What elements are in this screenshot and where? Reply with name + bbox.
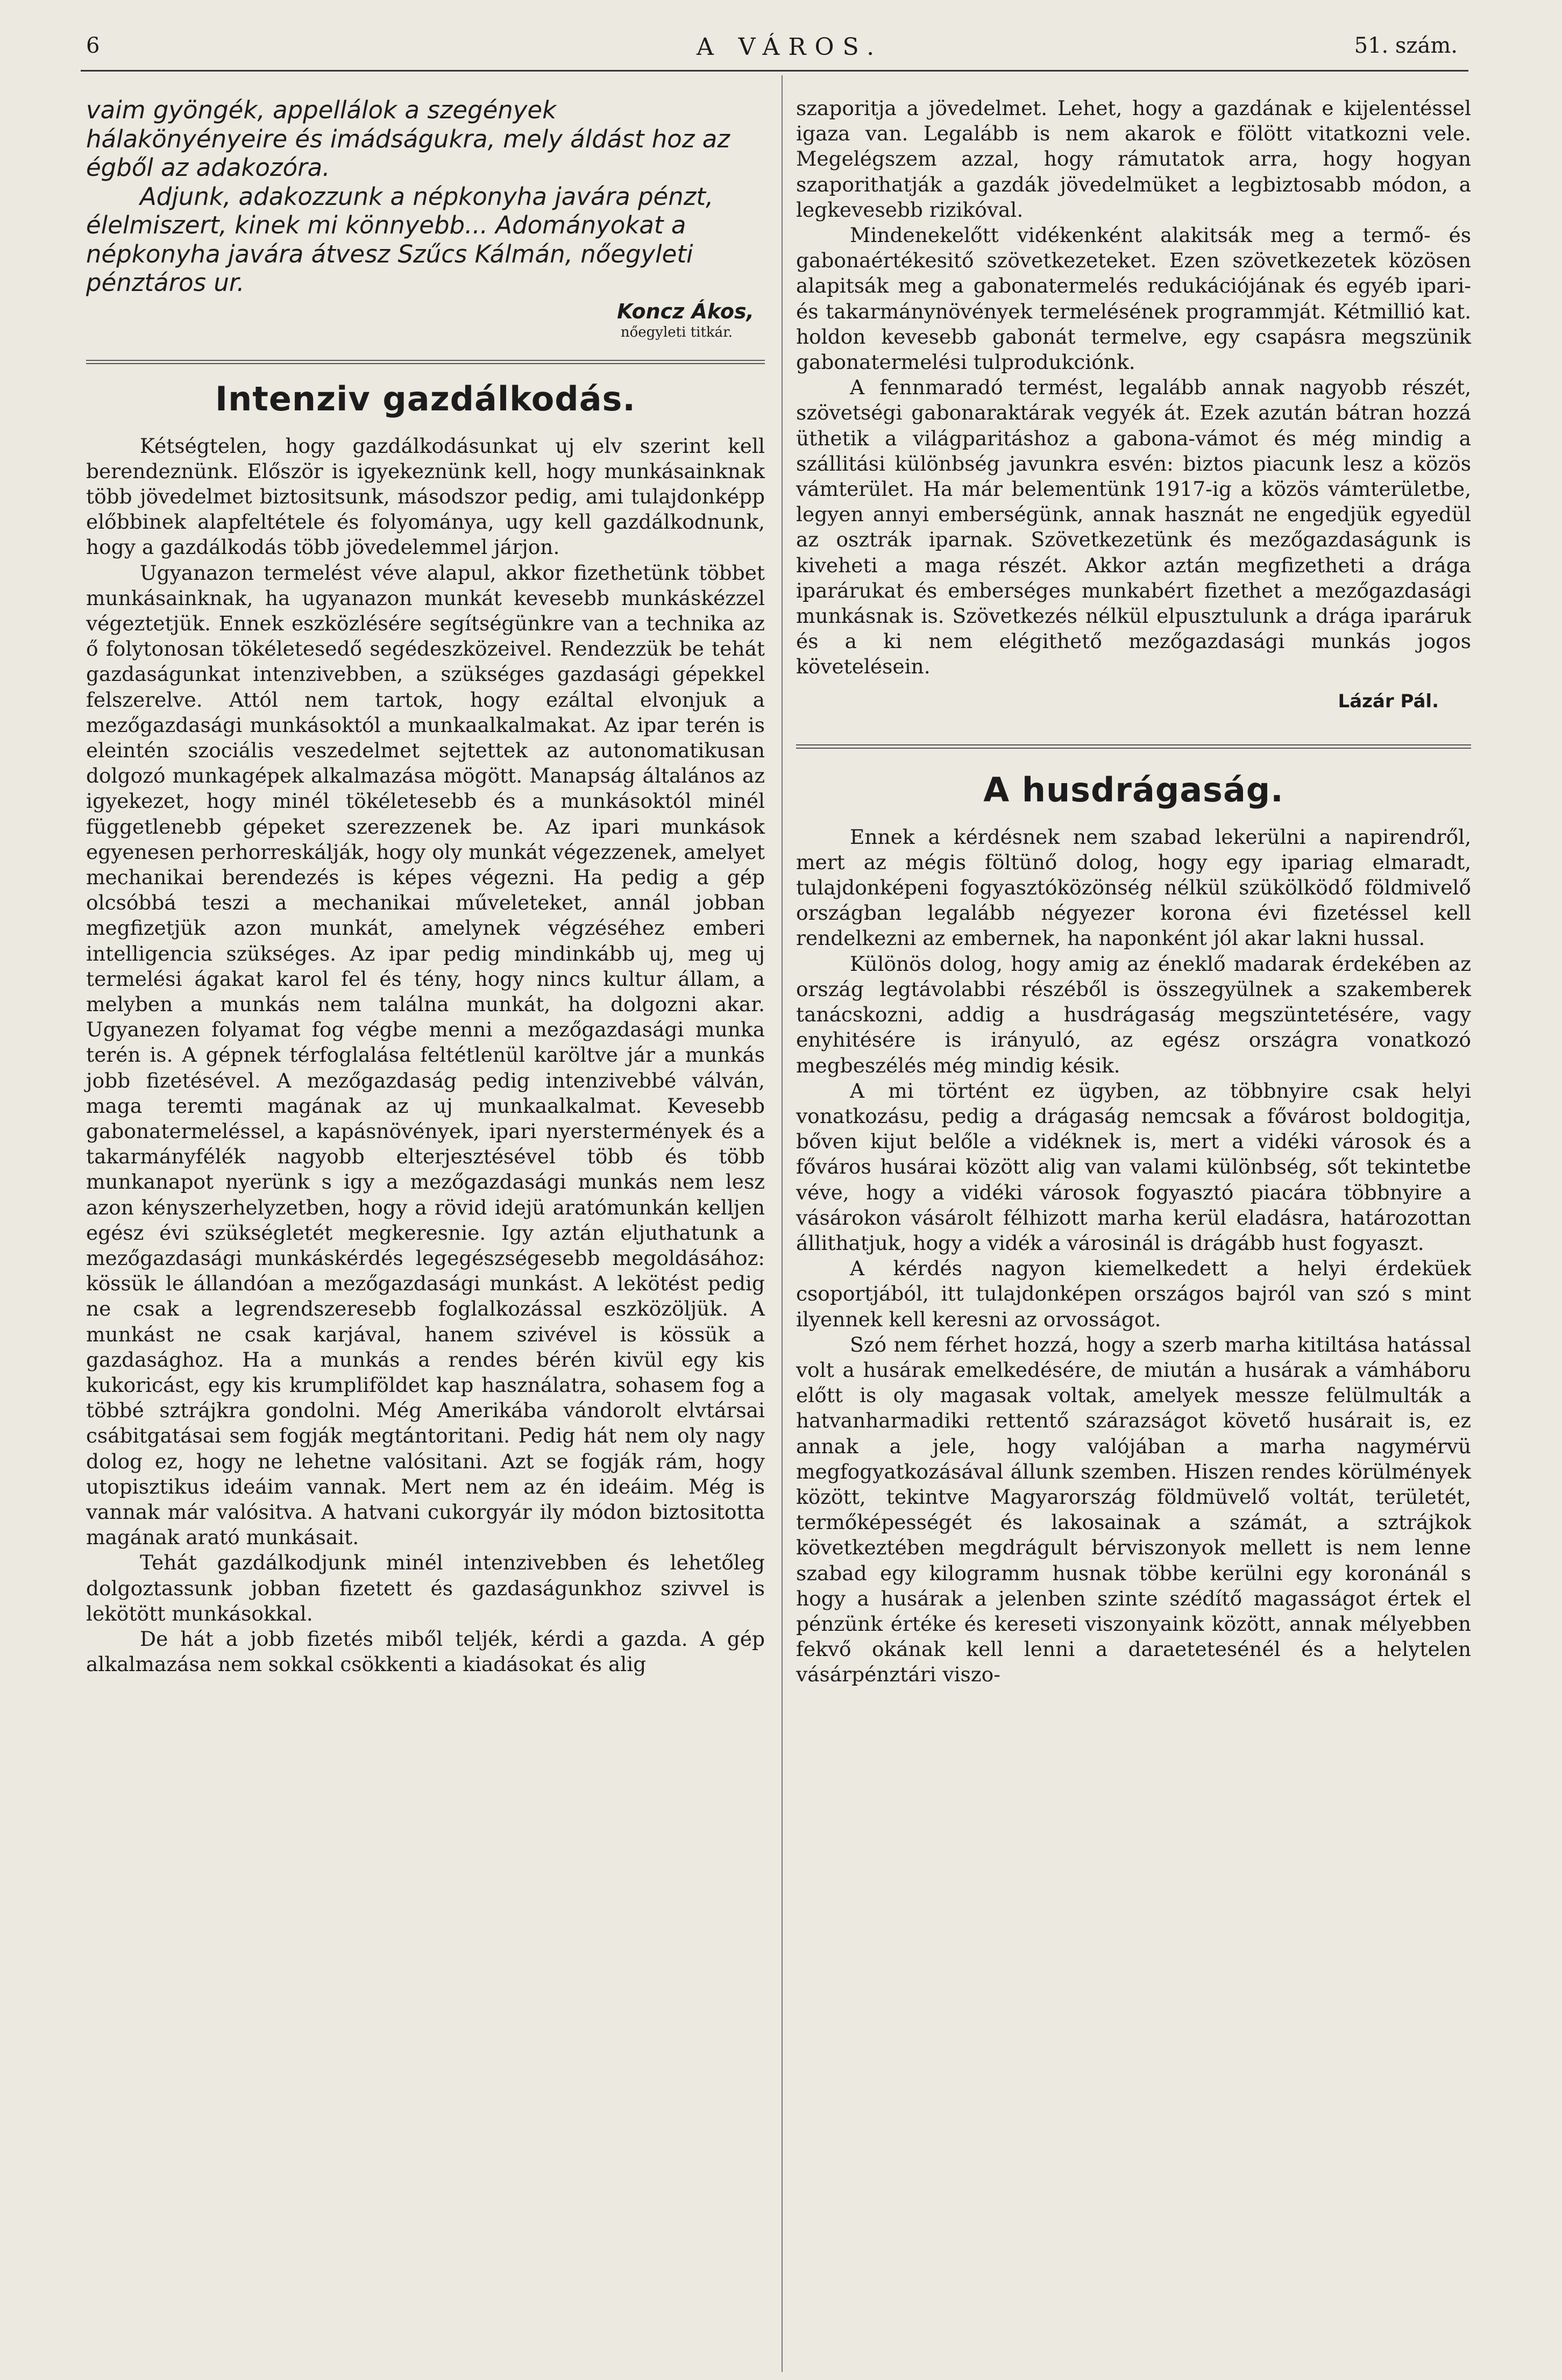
section-separator [796, 744, 1471, 749]
column-divider [782, 75, 783, 2372]
continued-signature: Lázár Pál. [1338, 690, 1439, 712]
right-column [796, 96, 1471, 1688]
continued-paragraph: Mindenekelőtt vidékenként alakitsák meg a termő- és gabonaértékesitő szövetkezeteket. Ezen szövetkezetek közösen alapitsák meg a gabonatermelés redukációjának és egyéb ipari- és takarmánynövények termelésének programmját. Kétmillió kat. holdon kevesebb gabonát termelve, egy csapásra megszünik gabonatermelési tulprodukciónk. [796, 223, 1471, 374]
continued-paragraph: szaporitja a jövedelmet. Lehet, hogy a gazdának e kijelentéssel igaza van. Legalább is nem akarok e fölött vitatkozni vele. Megelégszem azzal, hogy rámutatok arra, hogy hogyan szaporithatják a gazdák jövedelmüket a legbiztosabb módon, a legkevesebb rizikóval. [796, 96, 1471, 222]
appeal-paragraph: vaim gyöngék, appellálok a szegények hálakönyényeire és imádságukra, mely áldást hoz az égből az adakozóra. [86, 96, 730, 182]
article2-paragraph: Ennek a kérdésnek nem szabad lekerülni a napirendről, mert az mégis föltünő dolog, hogy egy ipariag elmaradt, tulajdonképeni fogyasztóközönség nélkül szükölködő földmivelő országban legalább négyezer korona évi fizetéssel kell rendelkezni az embernek, ha naponként jól akar lakni hussal. [796, 825, 1471, 950]
continued-paragraph: A fennmaradó termést, legalább annak nagyobb részét, szövetségi gabonaraktárak vegyék át. Ezek azután bátran hozzá üthetik a világparitáshoz a gabona-vámot és még mindig a szállitási különbség javunkra esvén: biztos piacunk lesz a közös vámterület. Ha már belementünk 1917-ig a közös vámterületbe, legyen annyi emberségünk, annak hasznát ne engedjük egyedül az osztrák iparnak. Szövetkezetünk és mezőgazdaságunk is kiveheti a maga részét. Akkor aztán megfizetheti a drága iparárukat és emberséges munkabért fizethet a mezőgazdasági munkásnak is. Szövetkezés nélkül elpusztulunk a drága iparáruk és a ki nem elégithető mezőgazdasági munkás jogos követelésein. [796, 375, 1471, 679]
appeal-signature: Koncz Ákos, [617, 299, 754, 323]
article2-title: A husdrágaság. [983, 770, 1284, 809]
newspaper-title: A VÁROS. [697, 33, 883, 61]
article2-paragraph: A kérdés nagyon kiemelkedett a helyi érdeküek csoportjából, itt tulajdonképen országos bajról van szó s mint ilyennek kell keresni az orvosságot. [796, 1256, 1471, 1331]
article-paragraph: Tehát gazdálkodjunk minél intenzivebben és lehetőleg dolgoztassunk jobban fizetett és gazdaságunkhoz szivvel is lekötött munkásokkal. [86, 1551, 765, 1625]
page-header [86, 33, 1463, 71]
article-paragraph: De hát a jobb fizetés miből teljék, kérdi a gazda. A gép alkalmazása nem sokkal csökkenti a kiadásokat és alig [86, 1627, 765, 1676]
article-paragraph: Kétségtelen, hogy gazdálkodásunkat uj elv szerint kell berendeznünk. Először is igyekeznünk kell, hogy munkásainknak több jövedelmet biztositsunk, másodszor pedig, ami tulajdonképp előbbinek alapfeltétele és folyománya, ugy kell gazdálkodnunk, hogy a gazdálkodás több jövedelemmel járjon. [86, 434, 765, 559]
article-title: Intenziv gazdálkodás. [215, 379, 636, 418]
appeal-paragraph: Adjunk, adakozzunk a népkonyha javára pénzt, élelmiszert, kinek mi könnyebb... Adományokat a népkonyha javára átvesz Szűcs Kálmán, nőegyleti pénztáros ur. [86, 182, 714, 297]
article2-paragraph: Különös dolog, hogy amig az éneklő madarak érdekében az ország legtávolabbi részéből is összegyülnek a szakemberek tanácskozni, addig a husdrágaság megszüntetésére, vagy enyhitésére is irányuló, az egész országra vonatkozó megbeszélés még mindig késik. [796, 951, 1471, 1077]
section-separator [86, 360, 765, 364]
header-rule [81, 70, 1468, 72]
appeal-signature-role: nőegyleti titkár. [620, 324, 733, 340]
page-number: 6 [86, 33, 100, 58]
article2-paragraph: A mi történt ez ügyben, az többnyire csak helyi vonatkozásu, pedig a drágaság nemcsak a fővárost boldogitja, bőven kijut belőle a vidéknek is, mert a vidéki városok és a főváros husárai között alig van valami különbség, sőt tekintetbe véve, hogy a vidéki városok fogyasztó piacára többnyire a vásárokon vásárolt félhizott marha kerül eladásra, határozottan állithatjuk, hogy a vidék a városinál is drágább hust fogyaszt. [796, 1078, 1471, 1255]
article-paragraph: Ugyanazon termelést véve alapul, akkor fizethetünk többet munkásainknak, ha ugyanazon munkát kevesebb munkáskézzel végeztetjük. Ennek eszközlésére segítségünkre van a technika az ő folytonosan tökéletesedő segédeszközeivel. Rendezzük be tehát gazdaságunkat intenzivebben, a szükséges gazdasági gépekkel felszerelve. Attól nem tartok, hogy ezáltal elvonjuk a mezőgazdasági munkásoktól a munkaalkalmakat. Az ipar terén is eleintén szociális veszedelmet sejtettek az autonomatikusan dolgozó munkagépek alkalmazása mögött. Manapság általános az igyekezet, hogy minél tökéletesebb és a munkásoktól minél függetlenebb gépeket szerezzenek be. Az ipari munkások egyenesen perhorreskálják, hogy oly munkát végezzenek, amelyet mechanikai berendezés is képes végezni. Ha pedig a gép olcsóbbá teszi a mechanikai műveleteket, annál jobban megfizetjük azon munkát, amelynek végzéséhez emberi intelligencia szükséges. Az ipar pedig mindinkább uj, meg uj termelési ágakat karol fel és tény, hogy nincs kultur állam, a melyben a munkás nem találna munkát, ha dolgozni akar. Ugyanezen folyamat fog végbe menni a mezőgazdasági munka terén is. A gépnek térfoglalása feltétlenül karöltve jár a munkás jobb fizetésével. A mezőgazdaság pedig intenzivebbé válván, maga teremti magának az uj munkaalkalmat. Kevesebb gabonatermeléssel, a kapásnövények, ipari nyerstermények és a takarmányfélék nagyobb elterjesztésével több és több munkanapot nyerünk s igy a mezőgazdasági munkás nem lesz azon kényszerhelyzetben, hogy a rövid idejü aratómunkán kelljen egész évi szükségletét megkeresnie. Igy aztán eljuthatunk a mezőgazdasági munkáskérdés legegészségesebb megoldásához: kössük le állandóan a mezőgazdasági munkást. A lekötést pedig ne csak a legrendszeresebb foglalkozással eszközöljük. A munkást ne csak karjával, hanem szivével is kössük a gazdasághoz. Ha a munkás a rendes bérén kivül egy kis kukoricást, egy kis krumpliföldet kap használatra, sohasem fog a többé sztrájkra gondolni. Még Amerikába vándorolt elvtársai csábitgatásai sem fogják megtántoritani. Pedig hát nem oly nagy dolog ez, hogy ne lehetne valósitani. Azt se fogják rám, hogy utopisztikus ideáim vannak. Mert nem az én ideáim. Még is vannak már valósitva. A hatvani cukorgyár ily módon biztositotta magának arató munkásait. [86, 560, 765, 1550]
issue-number: 51. szám. [1354, 33, 1458, 58]
left-column [86, 96, 765, 1677]
appeal-text [86, 96, 765, 297]
article2-paragraph: Szó nem férhet hozzá, hogy a szerb marha kitiltása hatással volt a husárak emelkedésére, de miután a husárak a vámháboru előtt is oly magasak voltak, amelyek messze felülmulták a hatvanharmadiki rettentő szárazságot követő husárait is, ez annak a jele, hogy valójában a marha nagymérvü megfogyatkozásával állunk szemben. Hiszen rendes körülmények között, tekintve Magyarország földmüvelő voltát, területét, termőképességét és lakosainak a számát, a sztrájkok következtében megdrágult bérviszonyok mellett is nem lenne szabad egy kilogramm husnak többe kerülni egy koronánál s hogy a husárak a jelenben szinte szédítő magasságot értek el pénzünk értéke és kereseti viszonyaink között, annak mélyebben fekvő okának kell lenni a daraetetesénél és a helytelen vásárpénztári viszo- [796, 1332, 1471, 1687]
